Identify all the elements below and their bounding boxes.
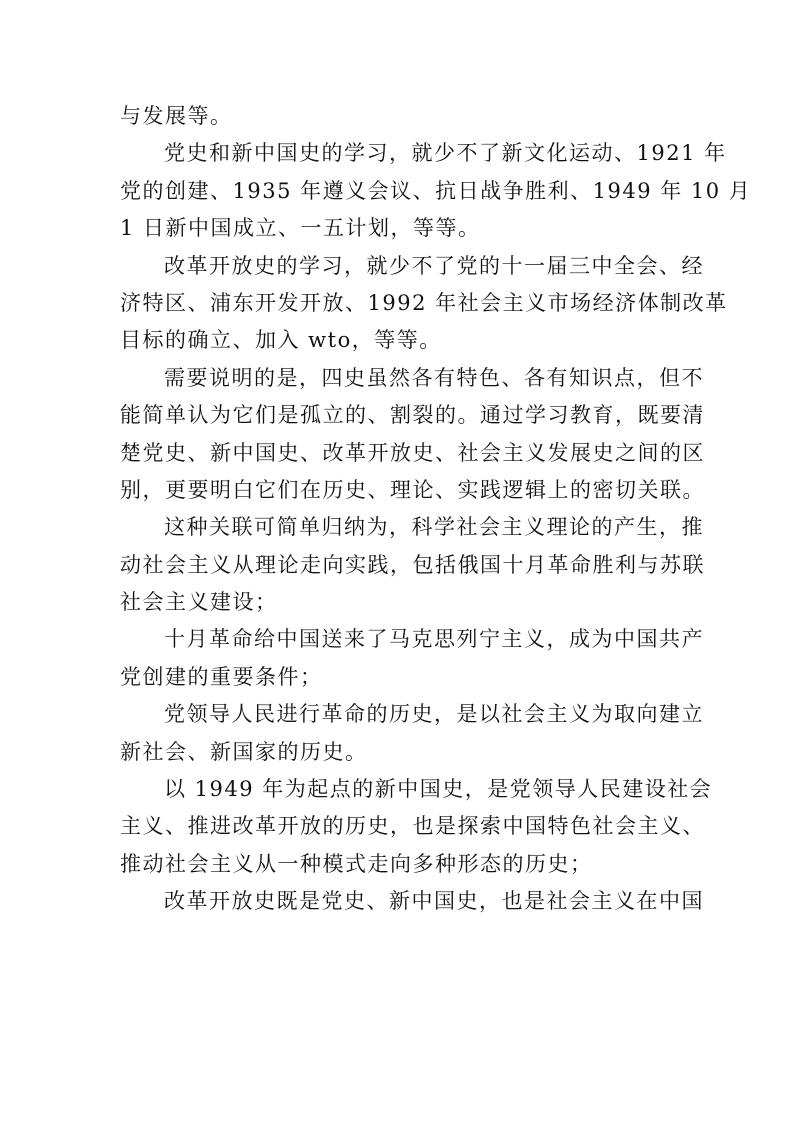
paragraph-first-line: 以 1949 年为起点的新中国史，是党领导人民建设社会 [164,777,713,802]
text-line: 与发展等。 [120,104,233,128]
text-line: 新社会、新国家的历史。 [120,739,368,764]
text-line: 楚党史、新中国史、改革开放史、社会主义发展史之间的区 [120,440,705,465]
paragraph-first-line: 这种关联可简单归纳为，科学社会主义理论的产生，推 [164,515,704,540]
text-line: 目标的确立、加入 wto，等等。 [120,328,442,353]
paragraph-first-line: 党领导人民进行革命的历史，是以社会主义为取向建立 [164,702,704,727]
text-line: 党创建的重要条件； [120,664,323,689]
paragraph-first-line: 党史和新中国史的学习，就少不了新文化运动、1921 年 [164,141,727,166]
text-line: 推动社会主义从一种模式走向多种形态的历史； [120,851,593,876]
paragraph-first-line: 改革开放史既是党史、新中国史，也是社会主义在中国 [164,889,704,914]
text-line: 党的创建、1935 年遵义会议、抗日战争胜利、1949 年 10 月 [120,178,752,203]
text-line: 别，更要明白它们在历史、理论、实践逻辑上的密切关联。 [120,477,705,502]
paragraph-first-line: 需要说明的是，四史虽然各有特色、各有知识点，但不 [164,365,704,390]
text-line: 济特区、浦东开发开放、1992 年社会主义市场经济体制改革 [120,290,728,315]
text-line: 主义、推进改革开放的历史，也是探索中国特色社会主义、 [120,814,705,839]
text-line: 社会主义建设； [120,590,278,615]
text-line: 1 日新中国成立、一五计划，等等。 [120,216,481,241]
text-line: 动社会主义从理论走向实践，包括俄国十月革命胜利与苏联 [120,552,705,577]
text-line: 能简单认为它们是孤立的、割裂的。通过学习教育，既要清 [120,403,705,428]
document-body [120,98,752,921]
paragraph-first-line: 十月革命给中国送来了马克思列宁主义，成为中国共产 [164,627,704,652]
paragraph-first-line: 改革开放史的学习，就少不了党的十一届三中全会、经 [164,253,704,278]
